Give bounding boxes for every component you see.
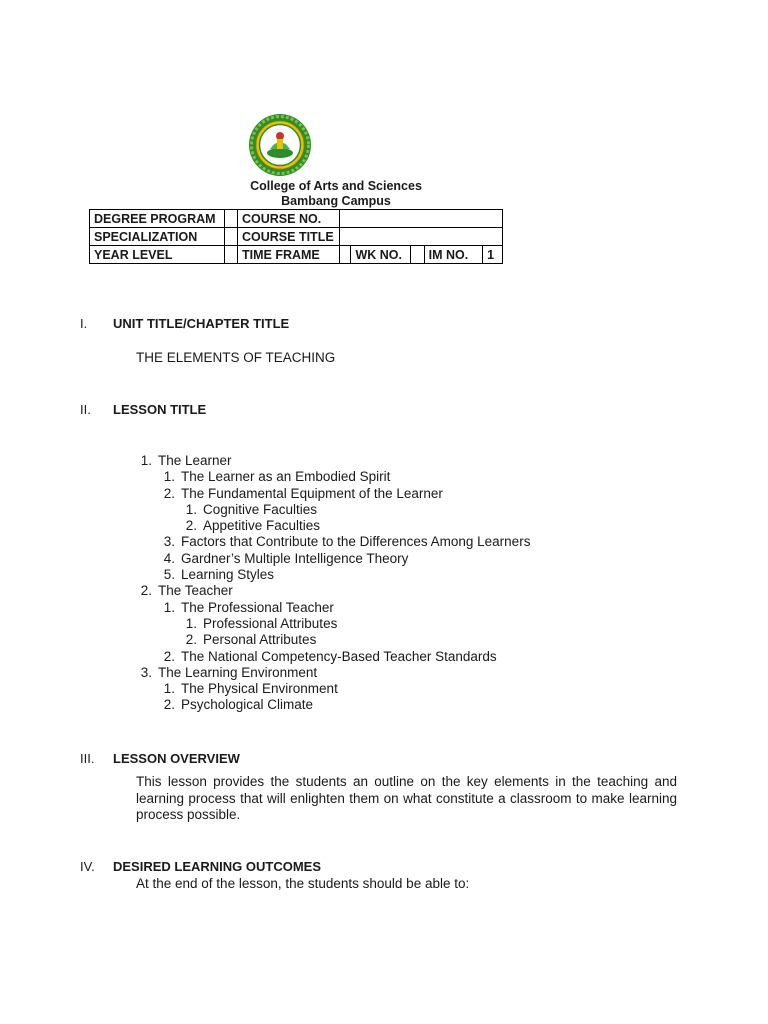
degree-program-value	[225, 210, 238, 228]
list-item: 5. Learning Styles	[163, 567, 275, 583]
list-item: 2. Appetitive Faculties	[185, 518, 321, 534]
time-frame-value	[340, 246, 351, 264]
section-title: UNIT TITLE/CHAPTER TITLE	[113, 316, 290, 331]
course-title-label: COURSE TITLE	[238, 228, 340, 246]
time-frame-label: TIME FRAME	[238, 246, 340, 264]
table-row	[90, 246, 503, 264]
list-item: 3. Factors that Contribute to the Differences Among Learners	[163, 534, 531, 550]
list-item: 1. Cognitive Faculties	[185, 501, 318, 517]
college-name: College of Arts and Sciences	[250, 179, 422, 193]
campus-name: Bambang Campus	[281, 194, 391, 208]
table-row	[90, 228, 503, 246]
list-item: 1. Professional Attributes	[185, 615, 338, 631]
section-title: LESSON OVERVIEW	[113, 751, 240, 766]
wk-no-value	[411, 246, 425, 264]
section-title: LESSON TITLE	[113, 402, 207, 417]
course-info-table	[89, 209, 503, 264]
section-numeral: I.	[80, 316, 88, 331]
section-title: DESIRED LEARNING OUTCOMES	[113, 859, 322, 874]
wk-no-label: WK NO.	[351, 246, 411, 264]
course-no-label: COURSE NO.	[238, 210, 340, 228]
list-item: 3. The Learning Environment	[140, 664, 318, 680]
lesson-overview-text: This lesson provides the students an outline on the key elements in the teaching and learning process that will enlighten them on what constitute a classroom to make learning process possible.	[136, 774, 677, 822]
list-item: 2. Personal Attributes	[185, 632, 317, 648]
specialization-label: SPECIALIZATION	[90, 228, 225, 246]
unit-title-text: THE ELEMENTS OF TEACHING	[136, 350, 336, 365]
im-no-value: 1	[483, 246, 503, 264]
course-title-value	[340, 228, 503, 246]
degree-program-label: DEGREE PROGRAM	[90, 210, 225, 228]
list-item: 2. Psychological Climate	[163, 697, 314, 713]
list-item: 1. The Physical Environment	[163, 681, 338, 697]
learning-outcomes-intro: At the end of the lesson, the students should be able to:	[136, 876, 470, 891]
section-numeral: IV.	[80, 859, 95, 874]
section-numeral: III.	[80, 751, 95, 766]
lesson-outline	[0, 453, 768, 714]
list-item: 2. The National Competency-Based Teacher Standards	[163, 648, 497, 664]
im-no-label: IM NO.	[424, 246, 483, 264]
section-numeral: II.	[80, 402, 91, 417]
year-level-value	[225, 246, 238, 264]
list-item: 2. The Teacher	[140, 583, 233, 599]
college-seal-logo	[248, 113, 312, 177]
list-item: 2. The Fundamental Equipment of the Learner	[163, 485, 443, 501]
list-item: 1. The Professional Teacher	[163, 599, 334, 615]
list-item: 1. The Learner as an Embodied Spirit	[163, 469, 391, 485]
college-heading	[0, 179, 672, 209]
list-item: 4. Gardner’s Multiple Intelligence Theory	[163, 550, 409, 566]
year-level-label: YEAR LEVEL	[90, 246, 225, 264]
course-no-value	[340, 210, 503, 228]
table-row	[90, 210, 503, 228]
list-item: 1. The Learner	[140, 453, 232, 468]
specialization-value	[225, 228, 238, 246]
